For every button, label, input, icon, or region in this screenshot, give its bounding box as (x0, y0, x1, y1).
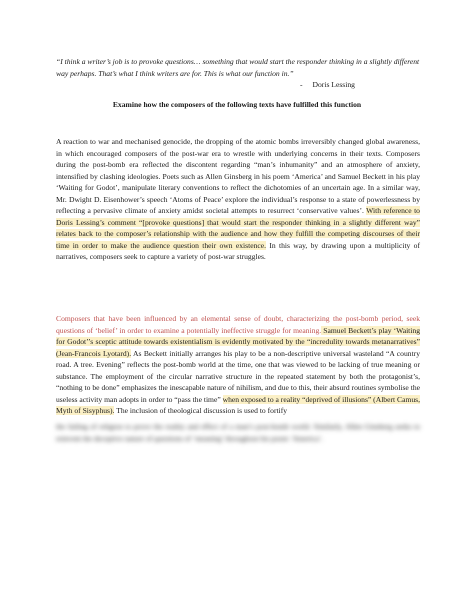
attribution-author: Doris Lessing (312, 80, 355, 89)
attribution-dash: - (300, 80, 303, 89)
paragraph2-highlight-2: when exposed to a reality “deprived of illusions” (Albert Camus, Myth of Sisyphus). (56, 394, 420, 416)
paragraph1-highlight: With reference to Doris Lessing’s comment “[provoke questions] that would start the responder thinking in a slightly different way” relates back to the composer’s relationship with the audience and how they fulfill the competing discourses of their time in order to make the audience question their own existence. (56, 206, 420, 250)
paragraph-introduction (56, 136, 420, 263)
essay-question-heading: Examine how the composers of the following texts have fulfilled this function (112, 100, 362, 109)
paragraph2-topic-sentence: Composers that have been influenced by an elemental sense of doubt, characterizing the post-bomb period, seek questions of ‘belief’ in order to examine a potentially ineffective struggle for meaning. (56, 314, 420, 335)
paragraph-body (56, 313, 420, 417)
paragraph2-highlight-1: Samuel Beckett’s play ‘Waiting for Godot’’s sceptic attitude towards existentialism is evidently motivated by the “incredulity towards metanarratives” (Jean-Francois Lyotard). (56, 325, 420, 358)
paragraph1-text-a: A reaction to war and mechanised genocide, the dropping of the atomic bombs irreversibly changed global awareness, in which encouraged composers of the post-war era to wrestle with underlying concerns in their texts. Composers during the post-bomb era reflected the discontent regarding “man’s inhumanity” and an atmosphere of anxiety, intensified by clashing ideologies. Poets such as Allen Ginsberg in his poem ‘America’ and Samuel Beckett in his play ‘Waiting for Godot’, manipulate literary conventions to reflect the dichotomies of an uncertain age. In a similar way, Mr. Dwight D. Eisenhower’s speech ‘Atoms of Peace’ explore the individual’s response to a state of powerlessness by reflecting a pervasive climate of anxiety amidst societal attempts to resurrect ‘conservative values’. (56, 137, 420, 216)
paragraph1-text-b: In this way, by drawing upon a multiplicity of narratives, composers seek to capture a variety of post-war struggles. (56, 240, 420, 262)
blurred-preview-text: the failing of religion to prove the reality and effect of a man’s post-bomb world. Similarly, Allen Ginsberg seeks to reinvent the deceptive nature of questions of ‘meaning’ throughout his poem ‘America’. (56, 422, 420, 443)
epigraph-quote: “I think a writer’s job is to provoke questions… something that would start the responder thinking in a slightly different way perhaps. That’s what I think writers are for. This is what our function in.” (56, 57, 420, 78)
paragraph2-text-b: The inclusion of theological discussion is used to fortify (114, 406, 288, 416)
quote-attribution (300, 79, 430, 90)
paragraph2-text-a: As Beckett initially arranges his play to be a non-descriptive universal wasteland “A country road. A tree. Evening” reflects the post-bomb world at the time, one that was viewed to be lacking of true meaning or substance. The employment of the circular narrative structure in the repeated statement by both the protagonist’s, “nothing to be done” emphasizes the inescapable nature of nihilism, and due to this, their absurd routines symbolise the useless activity man adopts in order to “pass the time” (56, 348, 421, 404)
